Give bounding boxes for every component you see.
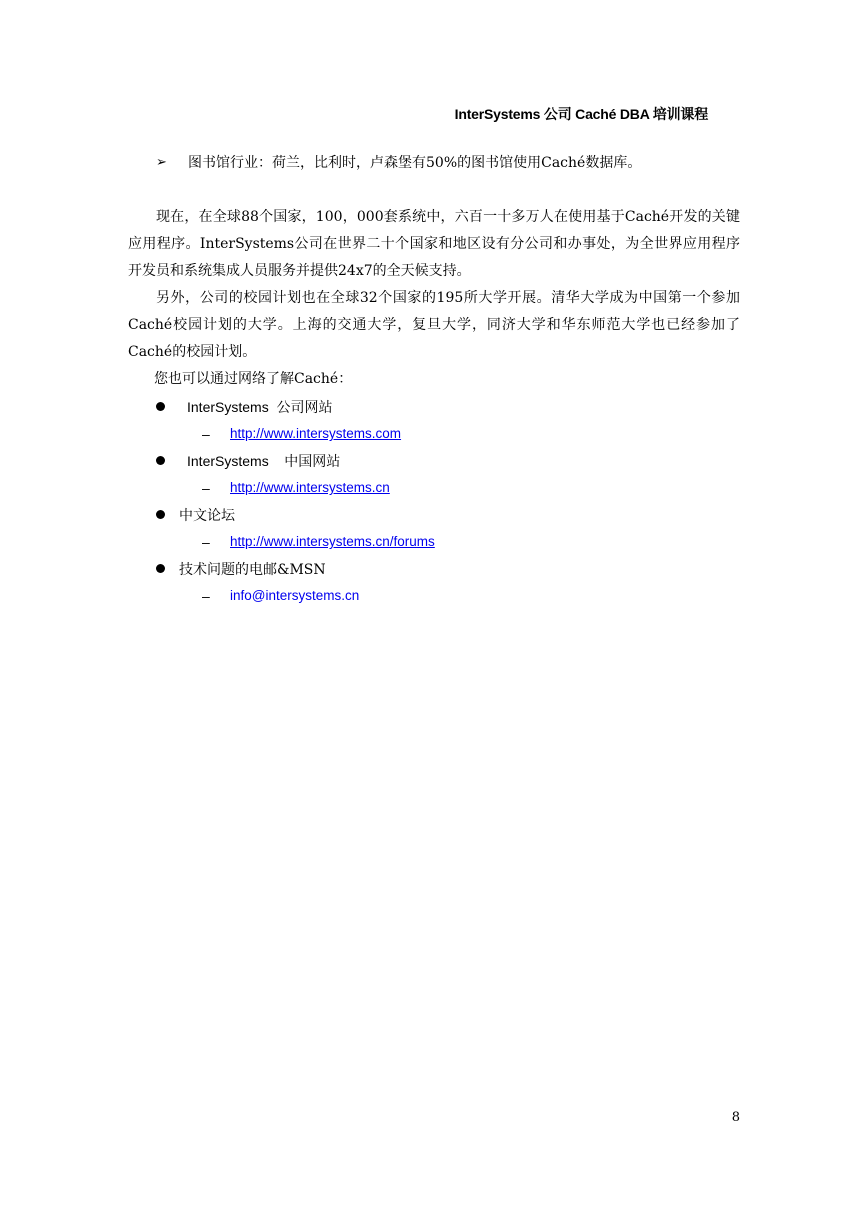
resource-label: InterSystems 公司网站 bbox=[187, 398, 333, 415]
bullet-dot-icon bbox=[156, 402, 165, 411]
bullet-dot-icon bbox=[156, 510, 165, 519]
bullet-dot-icon bbox=[156, 456, 165, 465]
dash-bullet: – bbox=[202, 425, 210, 442]
resource-subitem bbox=[202, 474, 740, 501]
dash-bullet: – bbox=[202, 533, 210, 550]
library-item-text: 图书馆行业：荷兰，比利时，卢森堡有50%的图书馆使用Caché数据库。 bbox=[188, 155, 642, 171]
bullet-dot-icon bbox=[156, 564, 165, 573]
resource-subitem bbox=[202, 528, 740, 555]
china-site-link[interactable]: http://www.intersystems.cn bbox=[230, 480, 390, 495]
company-site-link[interactable]: http://www.intersystems.com bbox=[230, 426, 402, 441]
resource-subitem bbox=[202, 420, 740, 447]
resource-item-china-site bbox=[156, 447, 740, 474]
resource-subitem bbox=[202, 582, 740, 609]
paragraph-campus-program: 另外，公司的校园计划也在全球32个国家的195所大学开展。清华大学成为中国第一个参加Caché校园计划的大学。上海的交通大学，复旦大学，同济大学和华东师范大学也已经参加了Caché的校园计划。 bbox=[128, 290, 740, 360]
page-header: InterSystems 公司 Caché DBA 培训课程 bbox=[454, 106, 708, 122]
resource-item-email bbox=[156, 555, 740, 582]
resource-label: 技术问题的电邮&MSN bbox=[179, 561, 326, 578]
library-item bbox=[156, 150, 740, 174]
paragraph-global-usage: 现在，在全球88个国家，100，000套系统中，六百一十多万人在使用基于Caché开发的关键应用程序。InterSystems公司在世界二十个国家和地区设有分公司和办事处，为全世界应用程序开发员和系统集成人员服务并提供24x7的全天候支持。 bbox=[128, 209, 740, 279]
resource-item-company-site bbox=[156, 393, 740, 420]
resource-list bbox=[128, 393, 740, 609]
resource-item-forum bbox=[156, 501, 740, 528]
resources-intro: 您也可以通过网络了解Caché： bbox=[154, 371, 353, 387]
resource-label: 中文论坛 bbox=[179, 507, 235, 524]
page-number: 8 bbox=[731, 1110, 740, 1125]
resource-label: InterSystems 中国网站 bbox=[187, 452, 341, 469]
email-link[interactable]: info@intersystems.cn bbox=[230, 588, 360, 603]
dash-bullet: – bbox=[202, 479, 210, 496]
forum-link[interactable]: http://www.intersystems.cn/forums bbox=[230, 534, 435, 549]
arrow-bullet-icon: ➢ bbox=[156, 154, 167, 170]
dash-bullet: – bbox=[202, 587, 210, 604]
document-body bbox=[128, 150, 740, 609]
